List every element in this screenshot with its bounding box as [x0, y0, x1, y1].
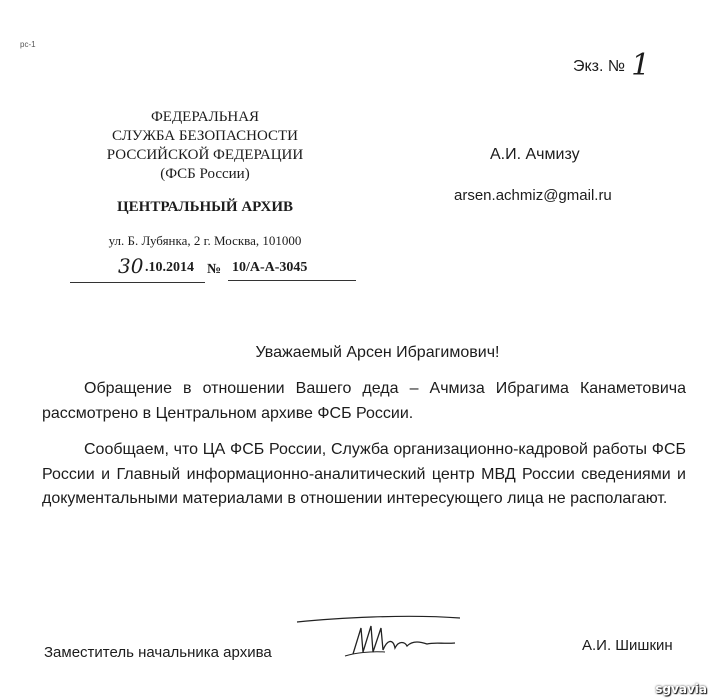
handwritten-signature [295, 610, 465, 670]
paragraph: Сообщаем, что ЦА ФСБ России, Служба организационно-кадровой работы ФСБ России и Главный информационно-аналитический центр МВД России сведениями и документальными материалами в отношении интересующего лица не располагают. [42, 441, 686, 507]
date-month-year: .10.2014 [145, 260, 194, 275]
letter-body [42, 377, 686, 524]
copy-number [573, 44, 651, 83]
copy-number-handwritten: 1 [631, 48, 651, 83]
org-line: ФЕДЕРАЛЬНАЯ [150, 109, 260, 125]
sender-address: ул. Б. Лубянка, 2 г. Москва, 101000 [108, 233, 302, 248]
recipient-name: А.И. Ачмизу [490, 146, 580, 163]
org-line: (ФСБ России) [160, 166, 250, 182]
watermark-logo: sgvavia [655, 682, 707, 696]
greeting: Уважаемый Арсен Ибрагимович! [255, 344, 500, 361]
reference-number: 10/А-А-3045 [232, 260, 308, 275]
sender-organization [70, 108, 340, 184]
org-line: СЛУЖБА БЕЗОПАСНОСТИ [112, 128, 298, 144]
archive-name: ЦЕНТРАЛЬНЫЙ АРХИВ [116, 199, 294, 215]
recipient-email: arsen.achmiz@gmail.ru [454, 187, 612, 204]
org-line: РОССИЙСКОЙ ФЕДЕРАЦИИ [106, 147, 304, 163]
paragraph: Обращение в отношении Вашего деда – Ачмиза Ибрагима Канаметовича рассмотрено в Центральном архиве ФСБ России. [42, 380, 686, 422]
signatory-role: Заместитель начальника архива [44, 644, 272, 661]
copy-label: Экз. № [573, 58, 626, 75]
number-sign: № [207, 262, 222, 277]
date-day-handwritten: 30 [118, 254, 144, 278]
document-code: рс-1 [20, 40, 36, 49]
signatory-name: А.И. Шишкин [582, 637, 673, 654]
